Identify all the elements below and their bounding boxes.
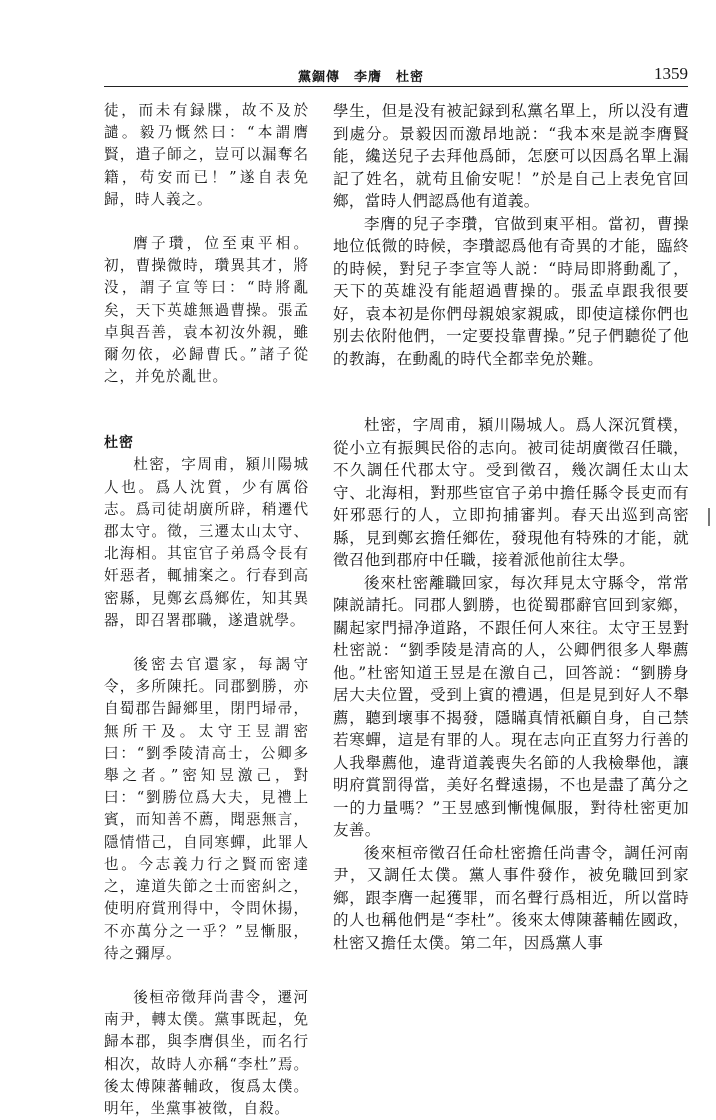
- translation-paragraph: 後來杜密離職回家，每次拜見太守縣令，常常陳説請托。同郡人劉勝，也從蜀郡辭官回到家鄉，關起家門掃净道路，不跟任何人來往。太守王昱對杜密説：“劉季陵是清高的人，公卿們很多人舉薦他。”杜密知道王昱是在激自己，回答説：“劉勝身居大夫位置，受到上賓的禮遇，但是見到好人不舉薦，聽到壞事不揭發，隱瞞真情祇顧自身，自己禁若寒蟬，這是有罪的人。現在志向正直努力行善的人我舉薦他，違背道義喪失名節的人我檢舉他，讓明府賞罰得當，美好名聲遠揚，不也是盡了萬分之一的力量嗎？”王昱感到慚愧佩服，對待杜密更加友善。: [333, 573, 689, 839]
- edge-mark: [708, 508, 710, 526]
- translation-paragraph: 李膺的兒子李瓚，官做到東平相。當初，曹操地位低微的時候，李瓚認爲他有奇異的才能，臨終的時候，對兒子李宣等人説：“時局即將動亂了，天下的英雄没有能超過曹操的。張孟卓跟我很要好，袁本初是你們母親娘家親戚，即使這樣你們也别去依附他們，一定要投靠曹操。”兒子們聽從了他的教誨，在動亂的時代全都幸免於難。: [333, 214, 689, 368]
- classical-paragraph: 後桓帝徵拜尚書令，遷河南尹，轉太僕。黨事既起，免歸本郡，與李膺俱坐，而名行相次，故時人亦稱“李杜”焉。後太傅陳蕃輔政，復爲太僕。明年，坐黨事被徵，自殺。: [104, 988, 309, 1117]
- classical-text-column: [104, 100, 309, 1120]
- translation-paragraph: 杜密，字周甫，潁川陽城人。爲人深沉質樸，從小立有振興民俗的志向。被司徒胡廣徵召任職，不久調任代郡太守。受到徵召，幾次調任太山太守、北海相，對那些宦官子弟中擔任縣令長吏而有奸邪惡行的人，立即拘捕審判。春天出巡到高密縣，見到鄭玄擔任鄉佐，發現他有特殊的才能，就徵召他到郡府中任職，接着派他前往太學。: [333, 416, 689, 569]
- page-header: [0, 62, 716, 86]
- classical-paragraph: 徒，而未有録牒，故不及於譴。毅乃慨然曰：“本謂膺賢，遣子師之，豈可以漏奪名籍，苟安而已！”遂自表免歸，時人義之。: [104, 102, 309, 208]
- classical-paragraph: 膺子瓚，位至東平相。初，曹操微時，瓚異其才，將没，謂子宣等曰：“時將亂矣，天下英雄無過曹操。張孟卓與吾善，袁本初汝外親，雖爾勿依，必歸曹氏。”諸子從之，并免於亂世。: [104, 235, 309, 386]
- classical-paragraph: 杜密，字周甫，潁川陽城人也。爲人沈質，少有厲俗志。爲司徒胡廣所辟，稍遷代郡太守。徵，三遷太山太守、北海相。其宦官子弟爲令長有奸惡者，輒捕案之。行春到高密縣，見鄭玄爲鄉佐，知其異器，即召署郡職，遂遣就學。: [104, 456, 309, 629]
- running-title: 黨錮傳 李膺 杜密: [298, 70, 425, 85]
- classical-paragraph: 後密去官還家，每謁守令，多所陳托。同郡劉勝，亦自蜀郡告歸鄉里，閉門埽帚，無所干及。太守王昱謂密曰：“劉季陵清高士，公卿多舉之者。”密知昱激己，對曰：“劉勝位爲大夫，見禮上賓，而知善不薦，聞惡無言，隱情惜己，自同寒蟬，此罪人也。今志義力行之賢而密達之，違道失節之士而密糾之，使明府賞刑得中，令問休揚，不亦萬分之一乎？”昱慚服，待之彌厚。: [104, 656, 309, 962]
- page-number: 1359: [654, 64, 688, 83]
- translation-paragraph: 學生，但是没有被記録到私黨名單上，所以没有遭到處分。景毅因而激昂地説：“我本來是説李膺賢能，纔送兒子去拜他爲師，怎麽可以因爲名單上漏記了姓名，就苟且偷安呢！”於是自己上表免官回鄉，當時人們認爲他有道義。: [333, 102, 689, 210]
- header-rule: [104, 86, 688, 87]
- translation-paragraph: 後來桓帝徵召任命杜密擔任尚書令，調任河南尹，又調任太僕。黨人事件發作，被免職回到家鄉，跟李膺一起獲罪，而名聲行爲相近，所以當時的人也稱他們是“李杜”。後來太傅陳蕃輔佐國政，杜密又擔任太僕。第二年，因爲黨人事: [333, 843, 689, 952]
- section-heading: 杜密: [104, 435, 134, 452]
- translation-column: [333, 100, 689, 954]
